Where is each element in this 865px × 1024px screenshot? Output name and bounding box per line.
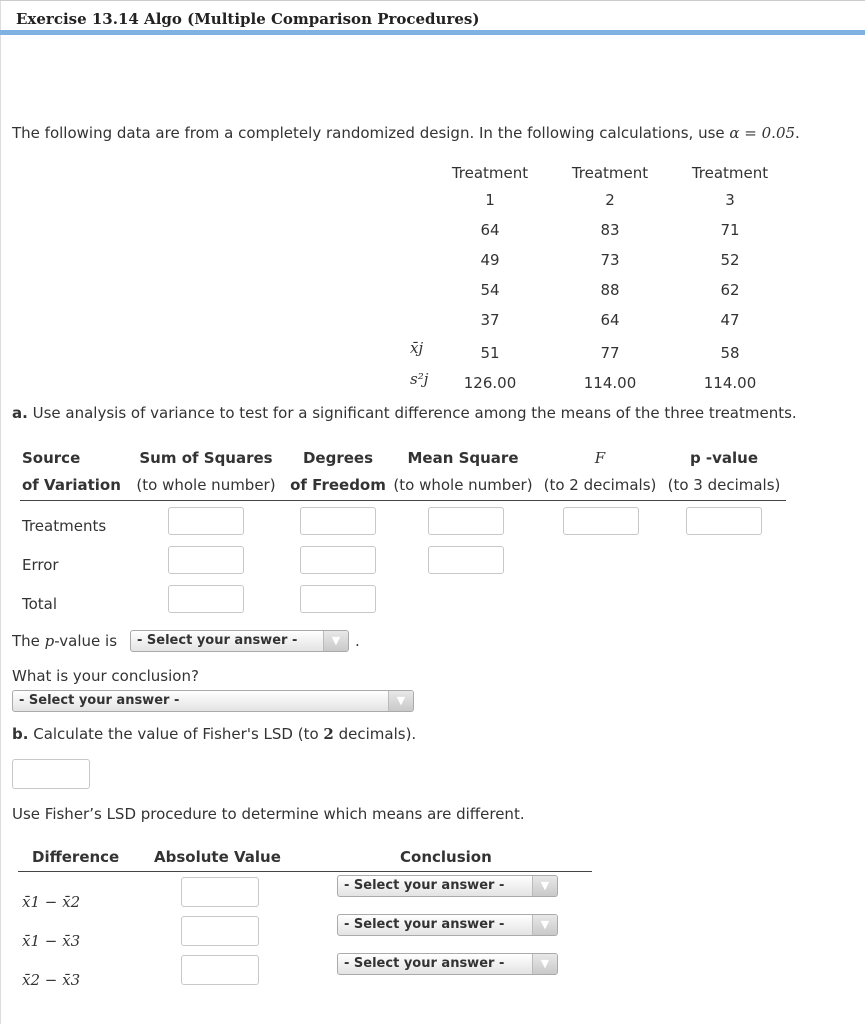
data-cell: 49 (480, 251, 500, 269)
exercise-title: Exercise 13.14 Algo (Multiple Comparison Procedures) (16, 10, 480, 28)
variance-value: 114.00 (583, 374, 637, 392)
row-error: Error (22, 556, 59, 574)
data-cell: 64 (480, 221, 500, 239)
conclusion-select-2[interactable]: - Select your answer - ▼ (337, 914, 558, 936)
treatment-header: Treatment (691, 164, 769, 182)
mean-value: 77 (600, 344, 620, 362)
col-absolute-value: Absolute Value (154, 848, 281, 866)
pvalue-select[interactable]: - Select your answer - ▼ (130, 630, 349, 652)
df-total-input[interactable] (300, 585, 376, 613)
ss-total-input[interactable] (168, 585, 244, 613)
data-cell: 64 (600, 311, 620, 329)
ss-treatments-input[interactable] (168, 507, 244, 535)
col-f-sub: (to 2 decimals) (543, 476, 657, 494)
ss-error-input[interactable] (168, 546, 244, 574)
data-cell: 62 (720, 281, 740, 299)
col-ss: Sum of Squares (139, 449, 273, 467)
col-ms-sub: (to whole number) (393, 476, 533, 494)
abs-value-input[interactable] (181, 877, 259, 907)
data-cell: 54 (480, 281, 500, 299)
row-total: Total (22, 595, 58, 613)
df-treatments-input[interactable] (300, 507, 376, 535)
part-b-prompt: b. Calculate the value of Fisher's LSD (to 2 decimals). (12, 725, 417, 743)
chevron-down-icon: ▼ (532, 954, 557, 974)
col-source: Source (22, 449, 81, 467)
lsd-instructions: Use Fisher’s LSD procedure to determine which means are different. (12, 805, 525, 823)
col-ss-sub: (to whole number) (136, 476, 276, 494)
col-difference: Difference (32, 848, 120, 866)
ms-treatments-input[interactable] (428, 507, 504, 535)
col-df: Degrees (302, 449, 374, 467)
col-ms: Mean Square (407, 449, 519, 467)
f-input[interactable] (563, 507, 639, 535)
conclusion-question: What is your conclusion? (12, 667, 199, 685)
exercise-header (0, 0, 865, 33)
mean-value: 51 (480, 344, 500, 362)
treatment-header: Treatment (451, 164, 529, 182)
data-cell: 88 (600, 281, 620, 299)
df-error-input[interactable] (300, 546, 376, 574)
variance-label: s²j (410, 370, 429, 388)
lsd-input[interactable] (12, 759, 90, 789)
col-source-sub: of Variation (22, 476, 121, 494)
data-cell: 83 (600, 221, 620, 239)
col-p: p -value (689, 449, 759, 467)
variance-value: 114.00 (703, 374, 757, 392)
col-p-sub: (to 3 decimals) (667, 476, 781, 494)
anova-header-rule (20, 500, 786, 501)
abs-value-input[interactable] (181, 916, 259, 946)
lsd-header-rule (18, 871, 592, 872)
treatment-header: Treatment (571, 164, 649, 182)
part-a-prompt: a. Use analysis of variance to test for a significant difference among the means of the three treatments. (12, 404, 797, 422)
data-cell: 73 (600, 251, 620, 269)
mean-value: 58 (720, 344, 740, 362)
chevron-down-icon: ▼ (388, 691, 413, 711)
abs-value-input[interactable] (181, 955, 259, 985)
data-cell: 71 (720, 221, 740, 239)
chevron-down-icon: ▼ (532, 876, 557, 896)
pvalue-sentence-end: . (355, 632, 360, 650)
pvalue-input[interactable] (686, 507, 762, 535)
intro-text: The following data are from a completely randomized design. In the following calculations, use α = 0.05. (12, 124, 800, 142)
data-cell: 47 (720, 311, 740, 329)
variance-value: 126.00 (463, 374, 517, 392)
difference-label: x̄2 − x̄3 (22, 971, 81, 989)
difference-label: x̄1 − x̄3 (22, 932, 81, 950)
mean-label: x̄j (410, 339, 424, 357)
chevron-down-icon: ▼ (323, 631, 348, 651)
conclusion-select[interactable]: - Select your answer - ▼ (12, 690, 414, 712)
conclusion-select-3[interactable]: - Select your answer - ▼ (337, 953, 558, 975)
conclusion-select-1[interactable]: - Select your answer - ▼ (337, 875, 558, 897)
difference-label: x̄1 − x̄2 (22, 893, 81, 911)
ms-error-input[interactable] (428, 546, 504, 574)
treatment-number: 1 (485, 191, 495, 209)
col-f: F (594, 449, 606, 467)
treatment-number: 3 (725, 191, 735, 209)
treatment-number: 2 (605, 191, 615, 209)
header-accent-bar (0, 30, 865, 35)
col-conclusion: Conclusion (400, 848, 492, 866)
row-treatments: Treatments (22, 517, 107, 535)
alpha-value: α = 0.05 (729, 124, 796, 142)
col-df-sub: of Freedom (290, 476, 386, 494)
pvalue-sentence: The p-value is (12, 632, 118, 650)
data-cell: 37 (480, 311, 500, 329)
chevron-down-icon: ▼ (532, 915, 557, 935)
data-cell: 52 (720, 251, 740, 269)
